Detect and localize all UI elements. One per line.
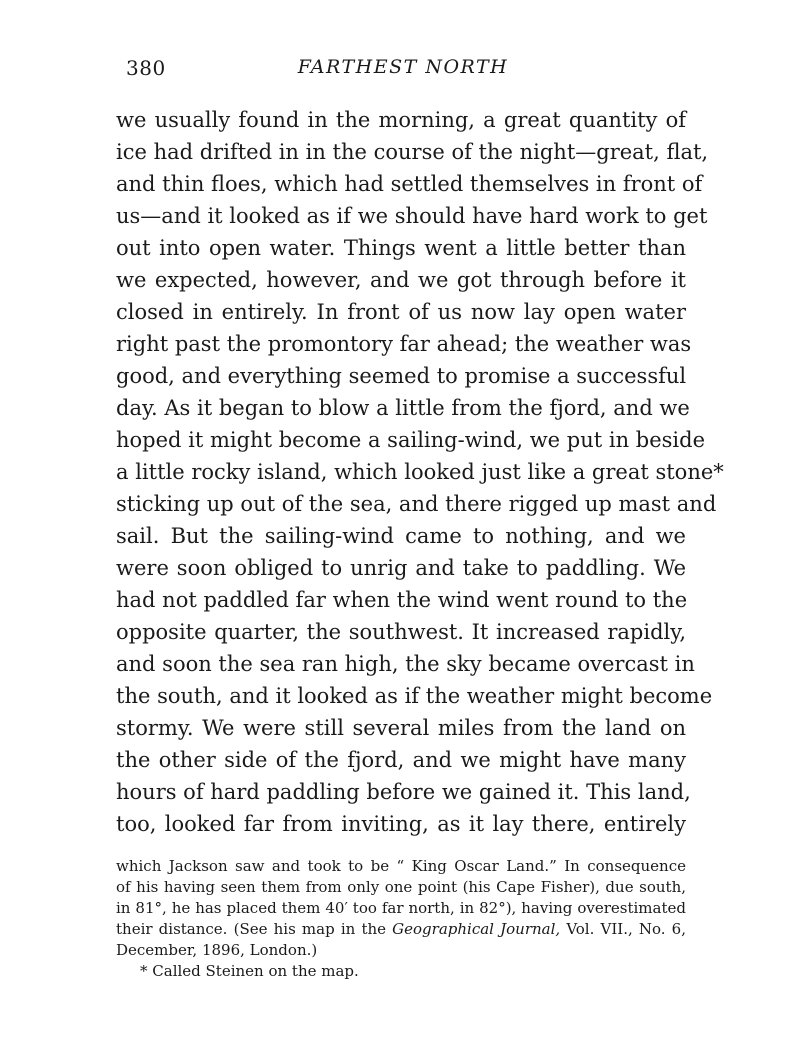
body-line: stormy. We were still several miles from the land on: [116, 716, 686, 740]
body-line: and thin floes, which had settled themselves in front of: [116, 172, 703, 196]
body-line: had not paddled far when the wind went round to the: [116, 588, 688, 612]
running-title: FARTHEST NORTH: [297, 56, 509, 78]
star-footnote: * Called Steinen on the map.: [140, 962, 359, 980]
body-line: sail. But the sailing-wind came to nothing, and we: [116, 524, 686, 548]
body-line: and soon the sea ran high, the sky became overcast in: [116, 652, 695, 676]
body-line: were soon obliged to unrig and take to paddling. We: [116, 556, 686, 580]
body-line: the other side of the fjord, and we might have many: [116, 748, 686, 772]
body-line: out into open water. Things went a little better than: [116, 236, 686, 260]
footnote-line: [116, 919, 686, 940]
footnote-line: December, 1896, London.): [116, 941, 318, 959]
body-line: right past the promontory far ahead; the weather was: [116, 332, 692, 356]
body-line: we usually found in the morning, a great quantity of: [116, 108, 686, 132]
body-line: hoped it might become a sailing-wind, we put in beside: [116, 428, 706, 452]
body-line: we expected, however, and we got through before it: [116, 268, 686, 292]
body-line: good, and everything seemed to promise a successful: [116, 364, 687, 388]
body-line: too, looked far from inviting, as it lay there, entirely: [116, 812, 686, 836]
body-line: a little rocky island, which looked just like a great stone*: [116, 460, 724, 484]
footnotes: [116, 856, 686, 982]
body-text: [116, 104, 724, 840]
body-line: us—and it looked as if we should have hard work to get: [116, 204, 708, 228]
page-number: 380: [126, 56, 166, 80]
body-line: ice had drifted in in the course of the night—great, flat,: [116, 140, 709, 164]
journal-title: Geographical Journal,: [392, 920, 561, 938]
page-header: [118, 56, 688, 86]
body-line: sticking up out of the sea, and there rigged up mast and: [116, 492, 717, 516]
footnote-line: of his having seen them from only one point (his Cape Fisher), due south,: [116, 878, 686, 896]
footnote-line: which Jackson saw and took to be “ King Oscar Land.” In consequence: [116, 857, 686, 875]
body-line: day. As it began to blow a little from the fjord, and we: [116, 396, 690, 420]
footnote-line: in 81°, he has placed them 40′ too far north, in 82°), having overestimated: [116, 899, 686, 917]
body-line: hours of hard paddling before we gained it. This land,: [116, 780, 691, 804]
footnote-text: Vol. VII., No. 6,: [560, 920, 686, 938]
footnote-text: their distance. (See his map in the: [116, 920, 393, 938]
body-line: opposite quarter, the southwest. It increased rapidly,: [116, 620, 686, 644]
body-line: closed in entirely. In front of us now lay open water: [116, 300, 686, 324]
body-line: the south, and it looked as if the weather might become: [116, 684, 713, 708]
